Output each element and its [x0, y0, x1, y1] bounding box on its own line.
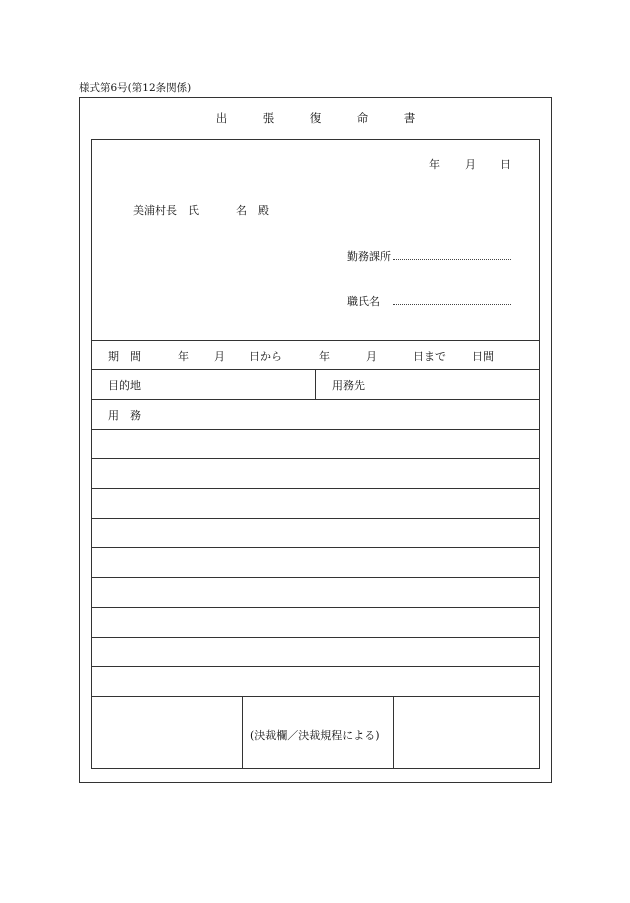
business-label: 用 務 [108, 409, 141, 422]
divider [91, 340, 540, 341]
title-char: 命 [356, 111, 369, 125]
title-char: 書 [403, 111, 416, 125]
business-line [91, 429, 540, 430]
business-line [91, 518, 540, 519]
name-label: 職氏名 [347, 295, 380, 308]
period-from-month: 月 [214, 350, 225, 363]
period-days: 日間 [472, 350, 494, 363]
business-line [91, 696, 540, 697]
divider [91, 399, 540, 400]
destination-label: 目的地 [108, 379, 141, 392]
date-day-label: 日 [500, 158, 511, 171]
business-line [91, 488, 540, 489]
title-char: 出 [215, 111, 228, 125]
business-line [91, 666, 540, 667]
period-label: 期 間 [108, 350, 141, 363]
destination-divider [315, 369, 316, 399]
period-to-month: 月 [366, 350, 377, 363]
addressee-name: 美浦村長 氏 [133, 204, 199, 217]
name-field[interactable] [393, 304, 511, 305]
form-title [79, 110, 552, 126]
department-field[interactable] [393, 259, 511, 260]
department-label: 勤務課所 [347, 250, 391, 263]
visit-place-label: 用務先 [332, 379, 365, 392]
title-char: 復 [309, 111, 322, 125]
period-to-day: 日まで [413, 350, 446, 363]
approval-divider-right [393, 696, 394, 769]
business-line [91, 577, 540, 578]
addressee-suffix: 名 殿 [236, 204, 269, 217]
business-line [91, 607, 540, 608]
form-number-label: 様式第6号(第12条関係) [79, 82, 192, 94]
approval-note: (決裁欄／決裁規程による) [250, 729, 380, 742]
period-from-year: 年 [178, 350, 189, 363]
period-to-year: 年 [319, 350, 330, 363]
business-line [91, 547, 540, 548]
form-inner-table [91, 139, 540, 769]
business-line [91, 458, 540, 459]
approval-divider-left [242, 696, 243, 769]
title-char: 張 [262, 111, 275, 125]
date-month-label: 月 [465, 158, 476, 171]
date-year-label: 年 [429, 158, 440, 171]
business-line [91, 637, 540, 638]
period-from-day: 日から [249, 350, 282, 363]
